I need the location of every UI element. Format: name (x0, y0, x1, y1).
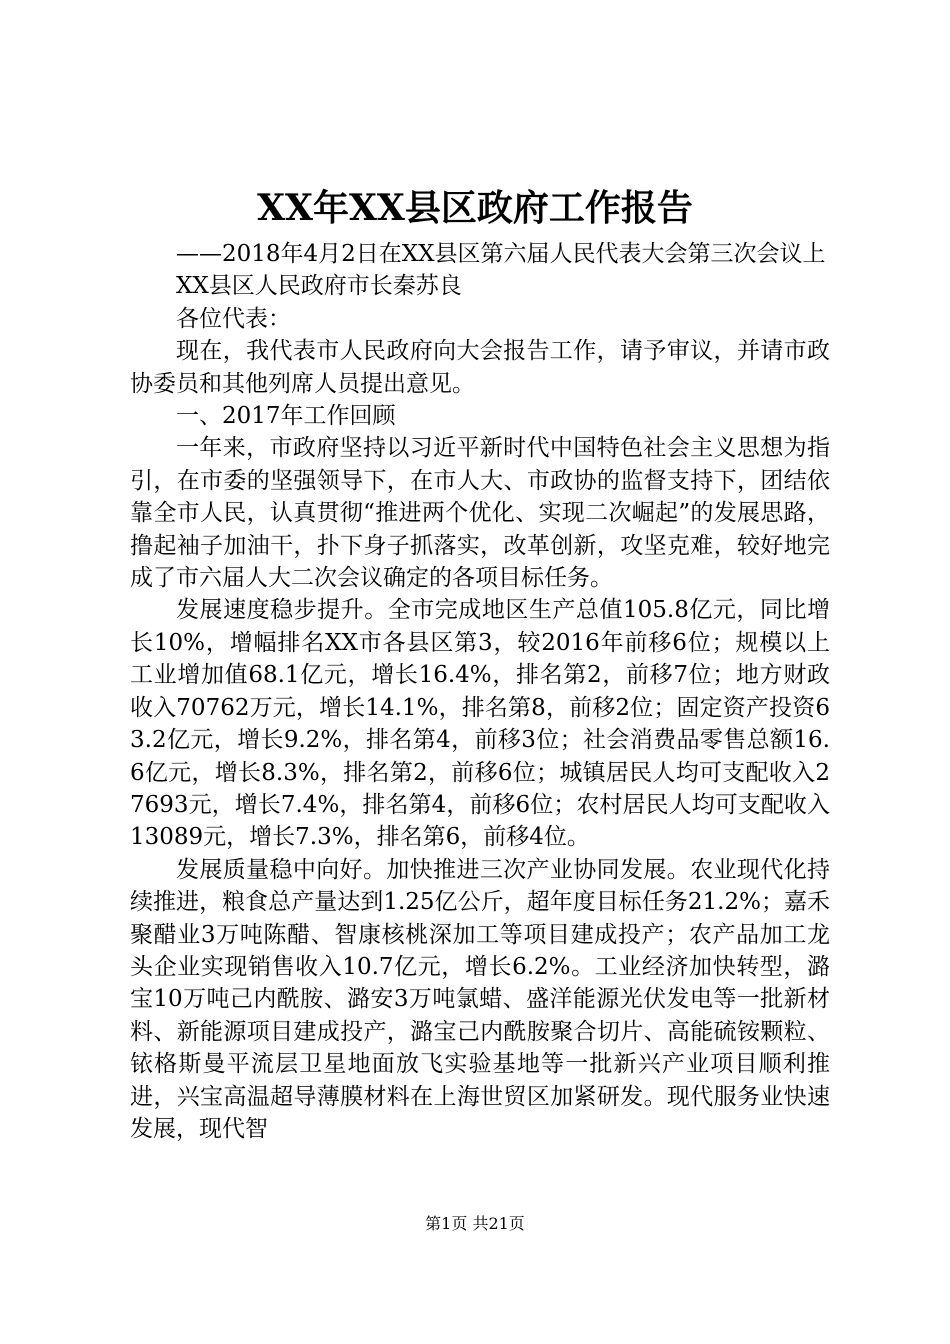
speaker-paragraph: XX县区人民政府市长秦苏良 (176, 273, 462, 300)
document-title: XX年XX县区政府工作报告 (257, 187, 693, 229)
intro-paragraph: 现在，我代表市人民政府向大会报告工作，请予审议，并请市政协委员和其他列席人员提出意见。 (130, 338, 830, 397)
subtitle-paragraph: ——2018年4月2日在XX县区第六届人民代表大会第三次会议上 (176, 241, 826, 267)
review-paragraph: 一年来，市政府坚持以习近平新时代中国特色社会主义思想为指引，在市委的坚强领导下，在市人大、市政协的监督支持下，团结依靠全市人民，认真贯彻“推进两个优化、实现二次崛起”的发展思路，撸起袖子加油干，扑下身子抓落实，改革创新，攻坚克难，较好地完成了市六届人大二次会议确定的各项目标任务。 (130, 435, 830, 592)
growth-paragraph: 发展速度稳步提升。全市完成地区生产总值105.8亿元，同比增长10%，增幅排名XX市各县区第3，较2016年前移6位；规模以上工业增加值68.1亿元，增长16.4%，排名第2，前移7位；地方财政收入70762万元，增长14.1%，排名第8，前移2位；固定资产投资63.2亿元，增长9.2%，排名第4，前移3位；社会消费品零售总额16.6亿元，增长8.3%，排名第2，前移6位；城镇居民人均可支配收入27693元，增长7.4%，排名第4，前移6位；农村居民人均可支配收入13089元，增长7.3%，排名第6，前移4位。 (130, 597, 830, 851)
section-heading: 一、2017年工作回顾 (176, 403, 396, 430)
document-body (130, 238, 830, 1145)
page-footer: 第1页 共21页 (425, 1214, 525, 1233)
salutation-paragraph: 各位代表： (176, 305, 291, 332)
quality-paragraph: 发展质量稳中向好。加快推进三次产业协同发展。农业现代化持续推进，粮食总产量达到1.25亿公斤，超年度目标任务21.2%；嘉禾聚醋业3万吨陈醋、智康核桃深加工等项目建成投产；农产品加工龙头企业实现销售收入10.7亿元，增长6.2%。工业经济加快转型，潞宝10万吨己内酰胺、潞安3万吨氯蜡、盛洋能源光伏发电等一批新材料、新能源项目建成投产，潞宝己内酰胺聚合切片、高能硫铵颗粒、铱格斯曼平流层卫星地面放飞实验基地等一批新兴产业项目顺利推进，兴宝高温超导薄膜材料在上海世贸区加紧研发。现代服务业快速发展，现代智 (130, 856, 830, 1142)
